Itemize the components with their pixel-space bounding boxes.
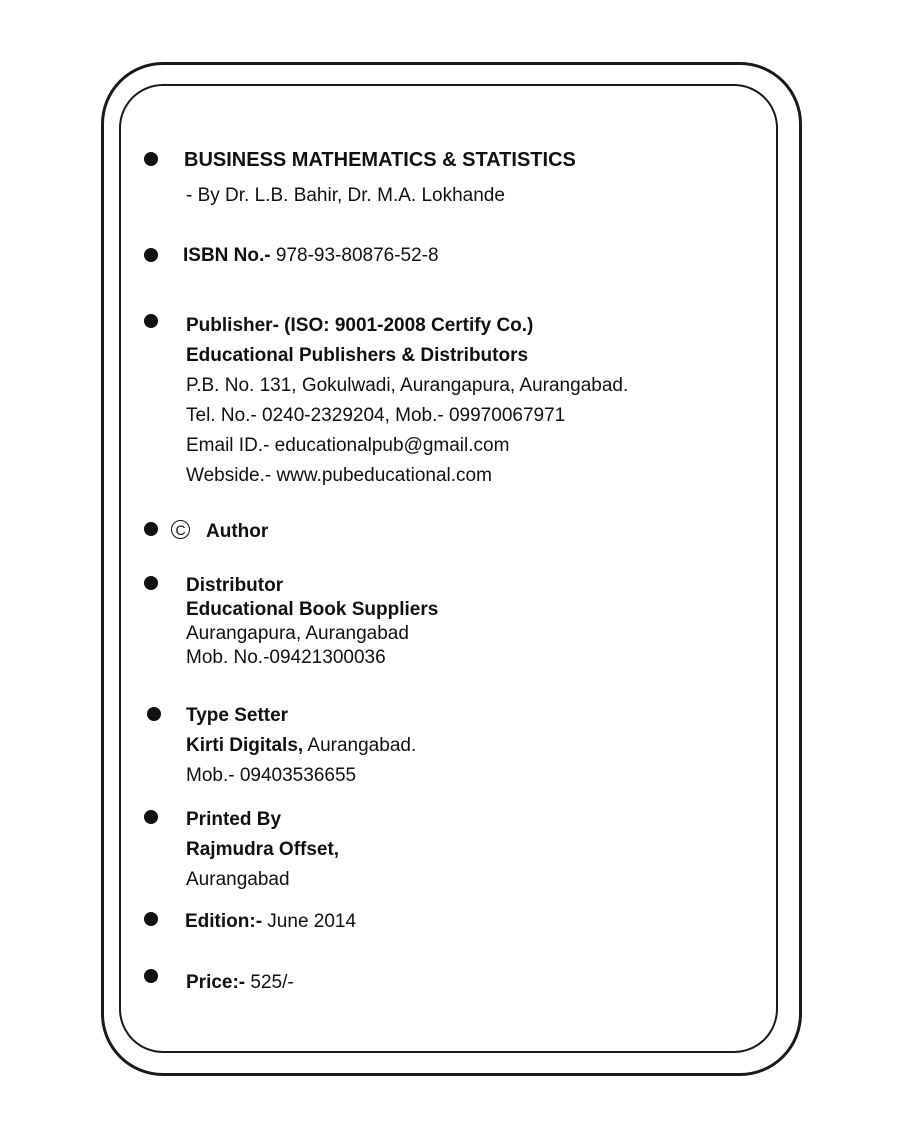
price-label: Price:- <box>186 972 246 993</box>
publisher-phone: Tel. No.- 0240-2329204, Mob.- 09970067971 <box>186 405 566 426</box>
distributor-name: Educational Book Suppliers <box>186 599 439 620</box>
book-authors: - By Dr. L.B. Bahir, Dr. M.A. Lokhande <box>186 185 505 206</box>
bullet-icon <box>144 248 158 262</box>
publisher-address: P.B. No. 131, Gokulwadi, Aurangapura, Aurangabad. <box>186 375 629 396</box>
distributor-address: Aurangapura, Aurangabad <box>186 623 409 644</box>
copyright-icon: C <box>171 520 190 539</box>
typesetter-label: Type Setter <box>186 705 289 726</box>
bullet-icon <box>144 522 158 536</box>
typesetter-line <box>186 736 416 755</box>
typesetter-name: Kirti Digitals, <box>186 735 304 756</box>
bullet-icon <box>144 969 158 983</box>
publisher-email: Email ID.- educationalpub@gmail.com <box>186 435 510 456</box>
bullet-icon <box>144 810 158 824</box>
isbn-label: ISBN No.- <box>183 245 271 266</box>
distributor-label: Distributor <box>186 575 284 596</box>
publisher-website: Webside.- www.pubeducational.com <box>186 465 492 486</box>
book-title: BUSINESS MATHEMATICS & STATISTICS <box>184 149 576 171</box>
typesetter-city: Aurangabad. <box>303 735 417 756</box>
publisher-name: Educational Publishers & Distributors <box>186 345 529 366</box>
printer-city: Aurangabad <box>186 869 290 890</box>
bullet-icon <box>144 314 158 328</box>
distributor-mobile: Mob. No.-09421300036 <box>186 647 386 668</box>
printer-name: Rajmudra Offset, <box>186 839 340 860</box>
edition-label: Edition:- <box>185 911 263 932</box>
bullet-icon <box>144 912 158 926</box>
inner-border <box>119 84 778 1053</box>
edition-value: June 2014 <box>262 911 357 932</box>
publisher-label: Publisher- (ISO: 9001-2008 Certify Co.) <box>186 315 534 336</box>
bullet-icon <box>147 707 161 721</box>
price-value: 525/- <box>245 972 294 993</box>
isbn-value: 978-93-80876-52-8 <box>275 245 439 266</box>
bullet-icon <box>144 152 158 166</box>
edition-line <box>185 912 356 931</box>
typesetter-mobile: Mob.- 09403536655 <box>186 765 357 786</box>
copyright-holder: Author <box>206 521 269 542</box>
isbn-line <box>183 246 439 265</box>
bullet-icon <box>144 576 158 590</box>
price-line <box>186 973 294 992</box>
printer-label: Printed By <box>186 809 282 830</box>
